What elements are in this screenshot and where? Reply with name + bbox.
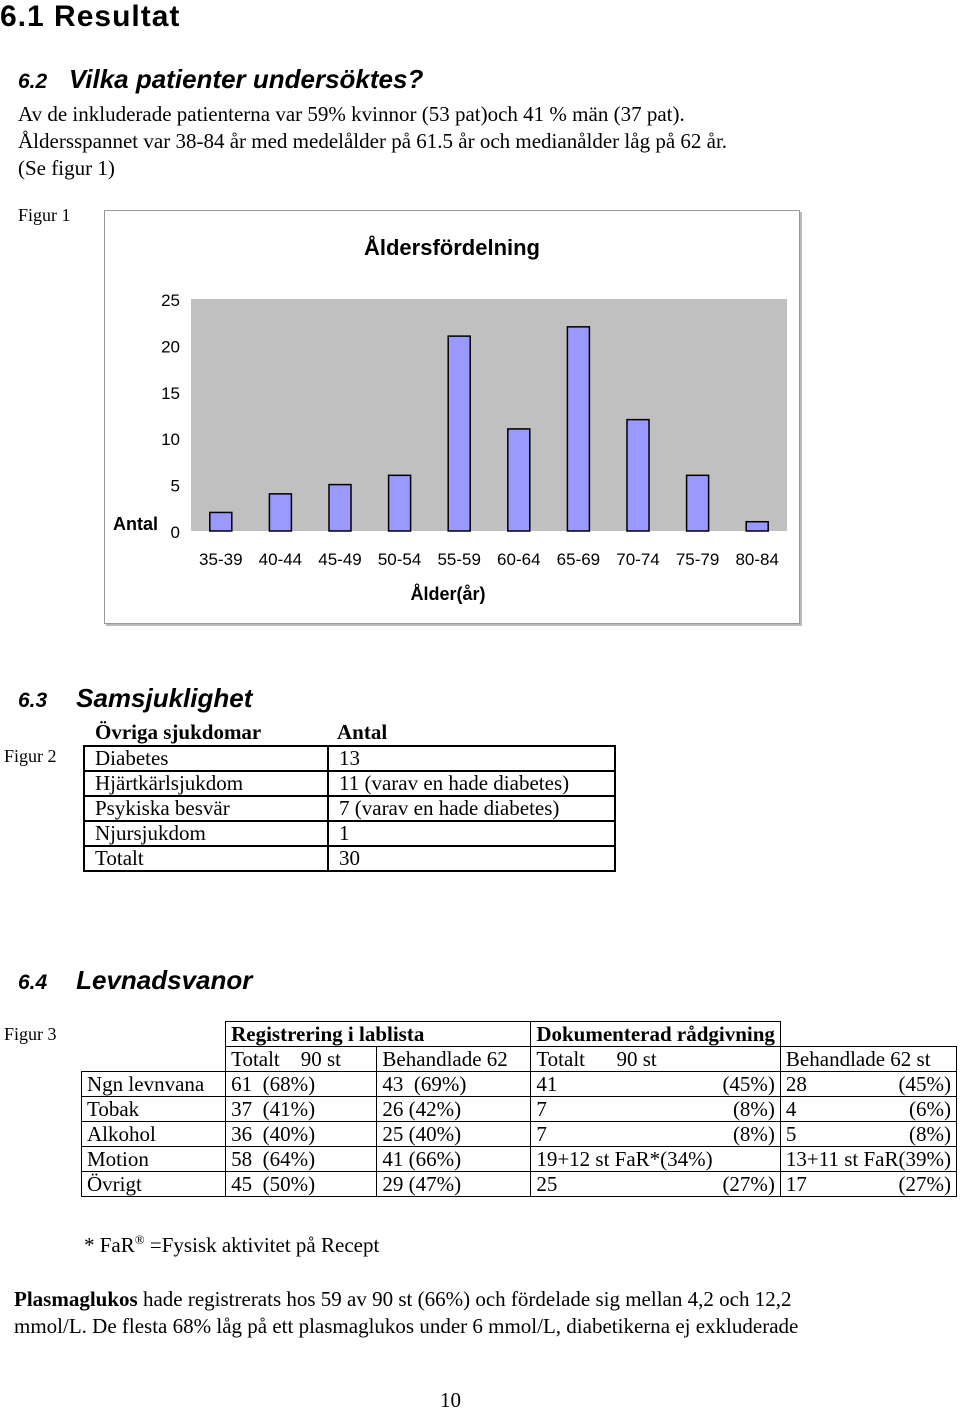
comorbidity-header-name: Övriga sjukdomar bbox=[95, 720, 262, 744]
bar-50-54 bbox=[389, 475, 411, 531]
subsection-number: 6.4 bbox=[18, 971, 48, 994]
subsection-number: 6.2 bbox=[18, 70, 48, 93]
habit-value-cell: (6%) bbox=[874, 1097, 956, 1122]
subsection-number: 6.3 bbox=[18, 689, 48, 712]
y-tick-label: 10 bbox=[161, 430, 180, 450]
x-tick-label: 35-39 bbox=[199, 550, 243, 569]
footnote-text: =Fysisk aktivitet på Recept bbox=[144, 1233, 380, 1257]
habit-value-cell: 43 (69%) bbox=[377, 1072, 531, 1097]
x-tick-label: 80-84 bbox=[735, 550, 779, 569]
comorbidity-row bbox=[84, 846, 615, 871]
comorbidity-name-cell: Psykiska besvär bbox=[84, 796, 328, 821]
bar-75-79 bbox=[687, 475, 709, 531]
sub-header-cell: Totalt 90 st bbox=[531, 1047, 781, 1072]
habit-value-cell: 19+12 st FaR*(34%) bbox=[531, 1147, 781, 1172]
empty-cell bbox=[82, 1047, 226, 1072]
x-tick-label: 75-79 bbox=[675, 550, 720, 569]
comorbidity-count-cell: 11 (varav en hade diabetes) bbox=[328, 771, 615, 796]
comorbidity-count-cell: 30 bbox=[328, 846, 615, 871]
x-tick-label: 55-59 bbox=[437, 550, 481, 569]
habit-value-cell: 26 (42%) bbox=[377, 1097, 531, 1122]
habit-row bbox=[82, 1147, 957, 1172]
subsection-heading-6-3 bbox=[18, 683, 252, 714]
habit-value-cell: 29 (47%) bbox=[377, 1172, 531, 1197]
comorbidity-name-cell: Totalt bbox=[84, 846, 328, 871]
empty-cell bbox=[780, 1022, 956, 1047]
habit-value-cell: (8%) bbox=[672, 1122, 780, 1147]
lifestyle-habits-table bbox=[81, 1021, 957, 1197]
y-tick-label: 25 bbox=[161, 291, 180, 310]
habit-value-cell: 41 bbox=[531, 1072, 673, 1097]
habit-value-cell: 7 bbox=[531, 1097, 673, 1122]
habit-name-cell: Ngn levnvana bbox=[82, 1072, 226, 1097]
bar-55-59 bbox=[448, 336, 470, 531]
x-tick-label: 50-54 bbox=[377, 550, 422, 569]
sub-header-cell: Totalt 90 st bbox=[226, 1047, 377, 1072]
intro-paragraph bbox=[18, 101, 727, 182]
subsection-heading-6-4 bbox=[18, 965, 252, 996]
bar-40-44 bbox=[269, 494, 291, 531]
comorbidity-row bbox=[84, 821, 615, 846]
bar-35-39 bbox=[210, 512, 232, 531]
comorbidity-count-cell: 1 bbox=[328, 821, 615, 846]
age-distribution-chart bbox=[104, 210, 800, 624]
habit-name-cell: Tobak bbox=[82, 1097, 226, 1122]
group-header-row bbox=[82, 1022, 957, 1047]
y-tick-label: 20 bbox=[161, 337, 180, 357]
habit-value-cell: 36 (40%) bbox=[226, 1122, 377, 1147]
x-tick-label: 65-69 bbox=[556, 550, 601, 569]
habit-value-cell: 25 bbox=[531, 1172, 673, 1197]
habit-value-cell: 17 bbox=[780, 1172, 874, 1197]
habit-value-cell: 4 bbox=[780, 1097, 874, 1122]
group-header-registration: Registrering i lablista bbox=[226, 1022, 531, 1047]
chart-svg bbox=[105, 211, 799, 623]
glucose-paragraph bbox=[14, 1286, 798, 1340]
section-title: 6.1 Resultat bbox=[0, 0, 181, 33]
comorbidity-count-cell: 7 (varav en hade diabetes) bbox=[328, 796, 615, 821]
intro-line: Åldersspannet var 38-84 år med medelålder på 61.5 år och medianålder låg på 62 år. bbox=[18, 129, 728, 153]
habit-value-cell: 25 (40%) bbox=[377, 1122, 531, 1147]
glucose-bold-term: Plasmaglukos bbox=[14, 1287, 138, 1311]
far-footnote bbox=[84, 1232, 379, 1258]
sub-header-row bbox=[82, 1047, 957, 1072]
y-tick-label: 5 bbox=[170, 476, 180, 496]
page-number: 10 bbox=[440, 1388, 461, 1412]
y-tick-label: 0 bbox=[170, 523, 180, 542]
habit-value-cell: 5 bbox=[780, 1122, 874, 1147]
habit-name-cell: Alkohol bbox=[82, 1122, 226, 1147]
x-axis-label: Ålder(år) bbox=[410, 584, 486, 604]
comorbidity-count-cell: 13 bbox=[328, 746, 615, 771]
habit-row bbox=[82, 1072, 957, 1097]
bar-80-84 bbox=[746, 522, 768, 531]
comorbidity-row bbox=[84, 771, 615, 796]
intro-line: (Se figur 1) bbox=[18, 156, 115, 180]
comorbidity-name-cell: Diabetes bbox=[84, 746, 328, 771]
glucose-line bbox=[14, 1286, 798, 1313]
sub-header-cell: Behandlade 62 st bbox=[780, 1047, 956, 1072]
habit-value-cell: 28 bbox=[780, 1072, 874, 1097]
x-tick-label: 45-49 bbox=[318, 550, 362, 569]
subsection-title: Vilka patienter undersöktes? bbox=[68, 64, 424, 94]
bar-65-69 bbox=[567, 327, 589, 531]
group-header-counselling: Dokumenterad rådgivning bbox=[531, 1022, 781, 1047]
comorbidity-row bbox=[84, 796, 615, 821]
bar-60-64 bbox=[508, 429, 530, 531]
comorbidity-table bbox=[83, 745, 616, 872]
footnote-text: * FaR bbox=[84, 1233, 135, 1257]
x-tick-label: 70-74 bbox=[616, 550, 660, 569]
habit-value-cell: (8%) bbox=[874, 1122, 956, 1147]
habit-value-cell: 13+11 st FaR(39%) bbox=[780, 1147, 956, 1172]
x-tick-label: 40-44 bbox=[258, 550, 303, 569]
habit-value-cell: 41 (66%) bbox=[377, 1147, 531, 1172]
habit-value-cell: (8%) bbox=[672, 1097, 780, 1122]
comorbidity-row bbox=[84, 746, 615, 771]
y-axis-label: Antal bbox=[113, 514, 158, 534]
comorbidity-header-count: Antal bbox=[337, 720, 388, 744]
habit-value-cell: (27%) bbox=[874, 1172, 956, 1197]
bar-45-49 bbox=[329, 485, 351, 531]
figure-1-label: Figur 1 bbox=[18, 205, 71, 225]
chart-title: Åldersfördelning bbox=[363, 235, 541, 260]
comorbidity-name-cell: Hjärtkärlsjukdom bbox=[84, 771, 328, 796]
habit-value-cell: (27%) bbox=[672, 1172, 780, 1197]
habit-value-cell: (45%) bbox=[672, 1072, 780, 1097]
habit-name-cell: Motion bbox=[82, 1147, 226, 1172]
habit-value-cell: 61 (68%) bbox=[226, 1072, 377, 1097]
habit-name-cell: Övrigt bbox=[82, 1172, 226, 1197]
habit-row bbox=[82, 1122, 957, 1147]
habit-row bbox=[82, 1097, 957, 1122]
habit-value-cell: 45 (50%) bbox=[226, 1172, 377, 1197]
sub-header-cell: Behandlade 62 bbox=[377, 1047, 531, 1072]
subsection-title: Samsjuklighet bbox=[76, 683, 253, 713]
glucose-line: mmol/L. De flesta 68% låg på ett plasmaglukos under 6 mmol/L, diabetikerna ej exkluderade bbox=[14, 1314, 799, 1338]
y-tick-label: 15 bbox=[161, 383, 180, 403]
x-tick-label: 60-64 bbox=[497, 550, 541, 569]
subsection-heading-6-2 bbox=[18, 64, 423, 95]
registered-mark: ® bbox=[134, 1232, 145, 1247]
figure-3-label: Figur 3 bbox=[4, 1024, 57, 1044]
glucose-text: hade registrerats hos 59 av 90 st (66%) och fördelade sig mellan 4,2 och 12,2 bbox=[137, 1287, 792, 1311]
habit-value-cell: (45%) bbox=[874, 1072, 956, 1097]
figure-2-label: Figur 2 bbox=[4, 746, 57, 766]
empty-cell bbox=[82, 1022, 226, 1047]
habit-value-cell: 7 bbox=[531, 1122, 673, 1147]
bar-70-74 bbox=[627, 420, 649, 531]
habit-value-cell: 37 (41%) bbox=[226, 1097, 377, 1122]
intro-line: Av de inkluderade patienterna var 59% kvinnor (53 pat)och 41 % män (37 pat). bbox=[18, 102, 685, 126]
habit-row bbox=[82, 1172, 957, 1197]
subsection-title: Levnadsvanor bbox=[76, 965, 253, 995]
comorbidity-name-cell: Njursjukdom bbox=[84, 821, 328, 846]
habit-value-cell: 58 (64%) bbox=[226, 1147, 377, 1172]
